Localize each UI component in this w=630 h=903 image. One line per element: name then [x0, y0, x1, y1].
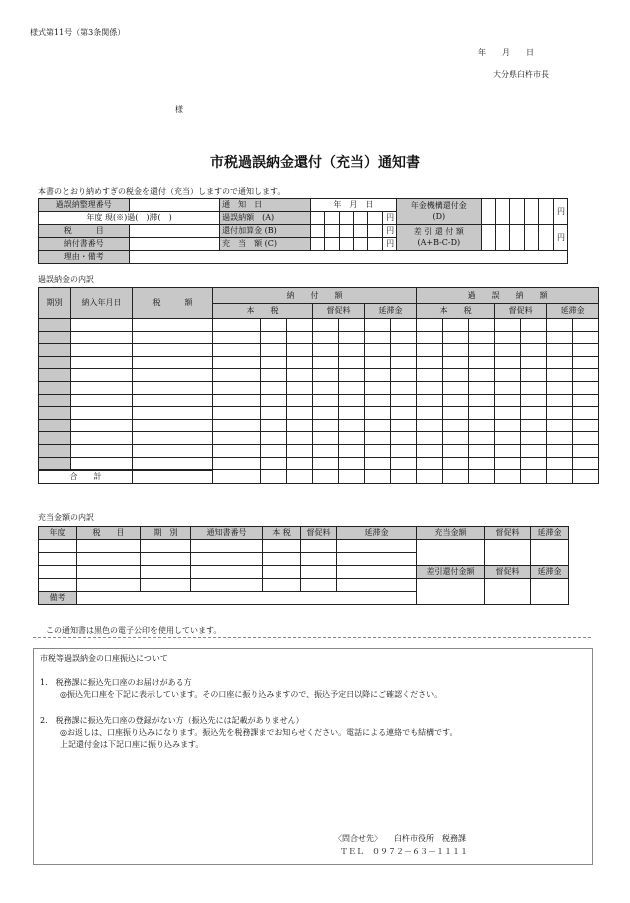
yen-total: 円: [553, 225, 567, 251]
total-label: 合 計: [39, 470, 133, 484]
tsuchi-bi-label: 通 知 日: [220, 199, 311, 212]
juto-breakdown-table: [38, 526, 417, 605]
notice-item2-body1: ◎お返しは、口座振り込みになります。振込先を税務課までお知らせください。電話による連絡でも結構です。: [60, 728, 458, 737]
table-row: [39, 444, 599, 457]
table-row: [39, 432, 599, 445]
header-info-table: [38, 198, 568, 264]
notice-contact: 〈問合せ先〉 臼杵市役所 税務課: [334, 834, 466, 843]
date-line: 年 月 日: [478, 48, 534, 57]
notice-item2-title: 2. 税務課に振込先口座の登録がない方（振込先には記載がありません）: [40, 716, 304, 725]
table-row: [39, 331, 599, 344]
cut-line: [33, 637, 591, 638]
nofusho-label: 納付書番号: [39, 238, 130, 251]
seal-note: この通知書は黒色の電子公印を使用しています。: [46, 626, 222, 635]
nendo-label: 年度 現(※)過( )滞( ): [39, 212, 220, 225]
seiri-bango-value: [129, 199, 220, 212]
juto-tokusoku-header: 督促料: [485, 527, 531, 540]
kagono-gaku-label: 過誤納額 (A): [220, 212, 311, 225]
yen-d: 円: [553, 199, 567, 225]
kagono-tokusoku-header: 督促料: [495, 304, 547, 319]
nofu-tokusoku-header: 督促料: [313, 304, 365, 319]
nofusho-value: [129, 238, 220, 251]
zeimoku-value: [129, 225, 220, 238]
sashihiki-entai-header: 延滞金: [531, 566, 569, 579]
zeimoku-label: 税 目: [39, 225, 130, 238]
table-row: [39, 394, 599, 407]
table-row: [39, 579, 417, 592]
yen-c: 円: [382, 238, 396, 251]
kagono-entai-header: 延滞金: [547, 304, 599, 319]
yen-a: 円: [382, 212, 396, 225]
kibetsu-header: 期別: [39, 288, 71, 319]
sashihiki-tokusoku-header: 督促料: [485, 566, 531, 579]
zeigaku-header: 税 額: [133, 288, 213, 319]
section1-title: 過誤納金の内訳: [38, 275, 94, 284]
table-row: [39, 369, 599, 382]
tsuchi-bi-value: 年 月 日: [310, 199, 396, 212]
t2-zeimoku-header: 税 目: [77, 527, 141, 540]
t2-entai-header: 延滞金: [337, 527, 417, 540]
kagono-gaku-header: 過 誤 納 額: [417, 288, 599, 304]
nofu-honzei-header: 本 税: [213, 304, 313, 319]
nonyu-date-header: 納入年月日: [71, 288, 133, 319]
kasan-kin-label: 還付加算金 (B): [220, 225, 311, 238]
table-row: [39, 419, 599, 432]
biko-label: 備考: [39, 592, 77, 605]
section2-title: 充当金額の内訳: [38, 513, 94, 522]
yen-b: 円: [382, 225, 396, 238]
juto-entai-header: 延滞金: [531, 527, 569, 540]
juto-gaku-label: 充 当 額 (C): [220, 238, 311, 251]
t2-tokusoku-header: 督促料: [301, 527, 337, 540]
notice-item1-body: ◎振込先口座を下記に表示しています。その口座に振り込みますので、振込予定日以降にご確認ください。: [60, 690, 443, 699]
juto-kingaku-header: 充当金額: [417, 527, 485, 540]
table-row: [39, 319, 599, 332]
table-row: [39, 553, 417, 566]
notice-heading: 市税等過誤納金の口座振込について: [40, 654, 168, 663]
riyu-label: 理由・備考: [39, 251, 130, 264]
notice-item2-body2: 上記還付金は下記口座に振り込みます。: [60, 740, 204, 749]
table-row: [39, 381, 599, 394]
nenkin-label: 年金機構還付金 (D): [397, 199, 481, 225]
t2-kibetsu-header: 期 別: [141, 527, 191, 540]
t2-nendo-header: 年度: [39, 527, 77, 540]
nofu-entai-header: 延滞金: [365, 304, 417, 319]
document-title: 市税過誤納金還付（充当）通知書: [210, 155, 420, 171]
nofu-gaku-header: 納 付 額: [213, 288, 417, 304]
table-row: [39, 344, 599, 357]
kagono-breakdown-table: [38, 287, 599, 484]
addressee-suffix: 様: [175, 105, 183, 114]
form-number: 様式第11号（第3条関係）: [30, 28, 126, 37]
intro-text: 本書のとおり納めすぎの税金を還付（充当）しますので通知します。: [38, 187, 286, 196]
sashihiki-label: 差 引 還 付 額 (A+B-C-D): [397, 225, 481, 251]
notice-item1-title: 1. 税務課に振込先口座のお届けがある方: [40, 678, 192, 687]
table-row: [39, 457, 599, 470]
notice-tel: ＴＥＬ ０９７２－６３－１１１１: [340, 847, 468, 856]
riyu-value: [129, 251, 567, 264]
table-row: [39, 356, 599, 369]
issuer: 大分県臼杵市長: [493, 70, 549, 79]
juto-summary-table: [416, 526, 569, 605]
table-row: [39, 540, 417, 553]
sashihiki-header: 差引還付金額: [417, 566, 485, 579]
kagono-honzei-header: 本 税: [417, 304, 495, 319]
table-row: [39, 566, 417, 579]
bank-transfer-notice: [33, 648, 593, 865]
t2-honzei-header: 本 税: [263, 527, 301, 540]
table-row: [39, 407, 599, 420]
t2-tsuchisho-header: 通知書番号: [191, 527, 263, 540]
seiri-bango-label: 過誤納整理番号: [39, 199, 130, 212]
